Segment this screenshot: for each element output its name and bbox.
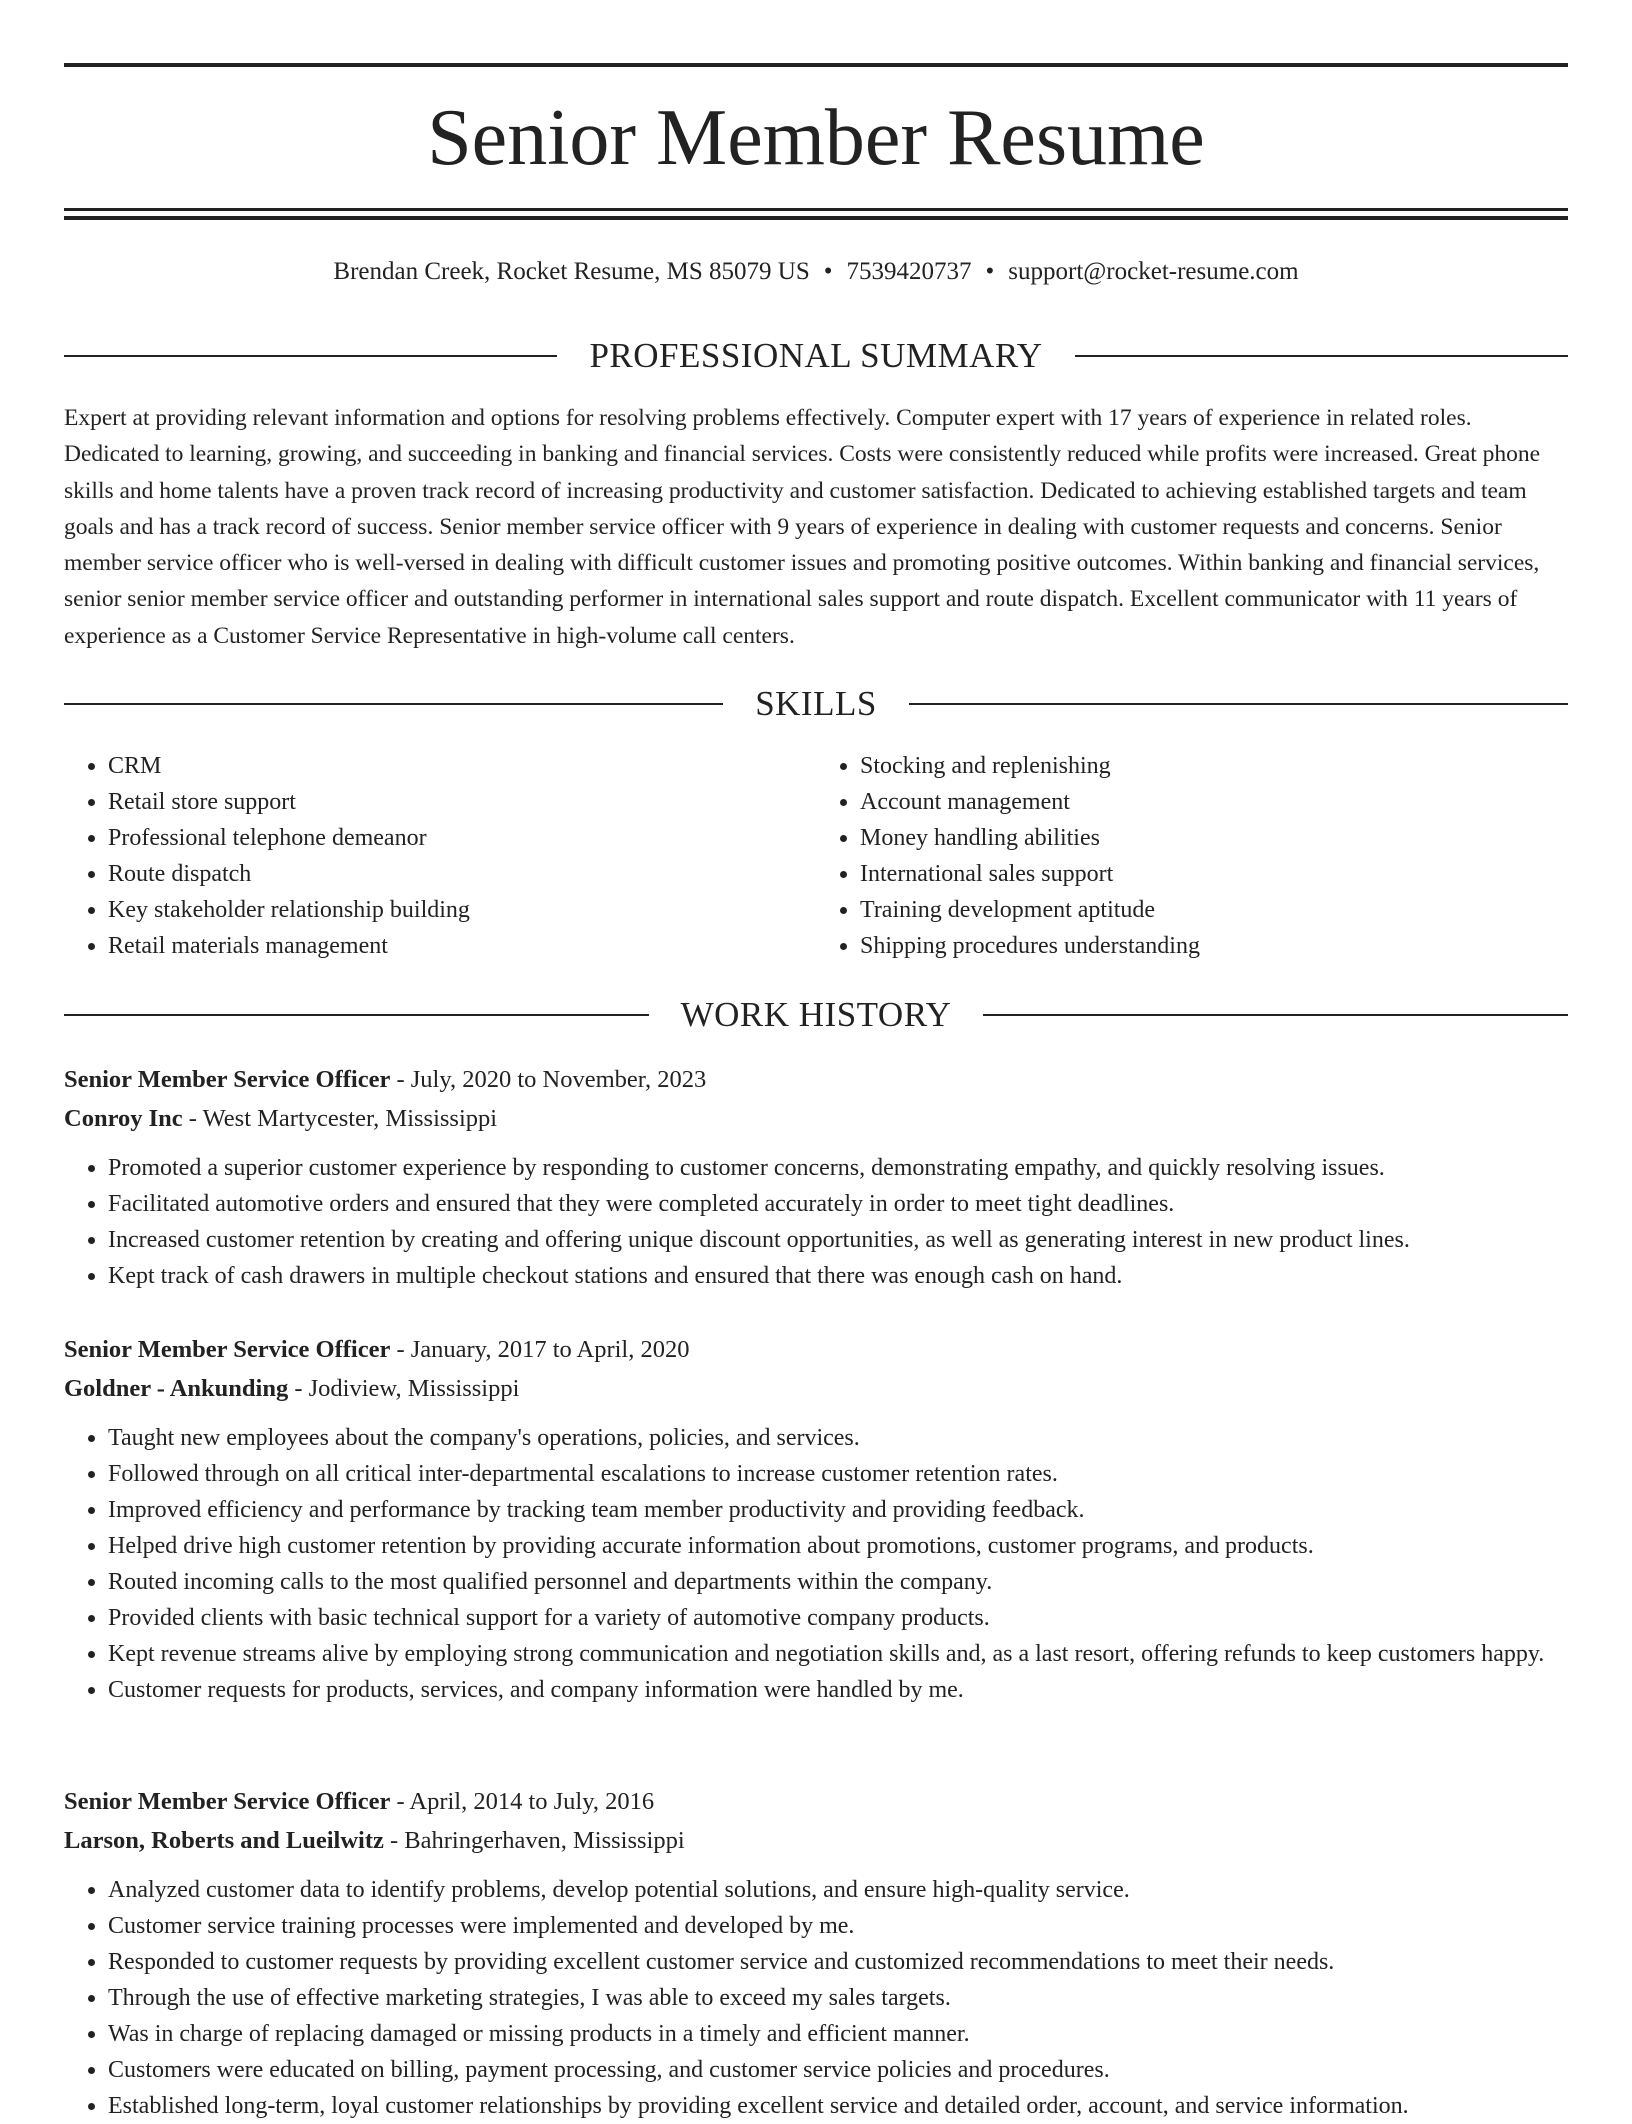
section-title: PROFESSIONAL SUMMARY xyxy=(589,336,1043,375)
job-bullet: • Responded to customer requests by providing excellent customer service and customized recommendations to meet their needs. xyxy=(108,1944,1568,1980)
job-bullet: • Routed incoming calls to the most qualified personnel and departments within the company. xyxy=(108,1564,1568,1600)
heading-rule-left xyxy=(64,355,557,357)
heading-rule-left xyxy=(64,703,723,705)
job-location: - Bahringerhaven, Mississippi xyxy=(383,1827,685,1854)
job-dates: - April, 2014 to July, 2016 xyxy=(390,1788,655,1815)
job-bullet: • Through the use of effective marketing strategies, I was able to exceed my sales targets. xyxy=(108,1980,1568,2016)
job-bullet: • Customer requests for products, services, and company information were handled by me. xyxy=(108,1672,1568,1708)
job-title: Senior Member Service Officer xyxy=(64,1066,391,1093)
job-entry xyxy=(64,1330,1568,1708)
job-company-line xyxy=(64,1821,1568,1860)
top-rule xyxy=(64,63,1568,67)
job-bullet: • Provided clients with basic technical support for a variety of automotive company products. xyxy=(108,1600,1568,1636)
job-bullet: • Established long-term, loyal customer relationships by providing excellent service and detailed order, account, and service information. xyxy=(108,2088,1568,2124)
section-title: WORK HISTORY xyxy=(680,995,952,1034)
job-company: Conroy Inc xyxy=(64,1105,183,1132)
section-heading-work-history xyxy=(64,993,1568,1037)
job-bullet: • Facilitated automotive orders and ensured that they were completed accurately in order to meet tight deadlines. xyxy=(108,1186,1568,1222)
contact-address: Brendan Creek, Rocket Resume, MS 85079 US xyxy=(333,258,810,285)
skill-item: • Key stakeholder relationship building xyxy=(108,892,816,928)
contact-phone: 7539420737 xyxy=(846,258,972,285)
job-bullet: • Followed through on all critical inter-departmental escalations to increase customer retention rates. xyxy=(108,1456,1568,1492)
job-bullet: • Kept revenue streams alive by employing strong communication and negotiation skills and, as a last resort, offering refunds to keep customers happy. xyxy=(108,1636,1568,1672)
skill-item: • Money handling abilities xyxy=(860,820,1568,856)
job-company-line xyxy=(64,1099,1568,1138)
resume-title: Senior Member Resume xyxy=(427,94,1205,182)
job-bullet: • Promoted a superior customer experience by responding to customer concerns, demonstrating empathy, and quickly resolving issues. xyxy=(108,1150,1568,1186)
job-bullet: • Helped drive high customer retention by providing accurate information about promotions, customer programs, and products. xyxy=(108,1528,1568,1564)
skill-item: • Stocking and replenishing xyxy=(860,748,1568,784)
section-title: SKILLS xyxy=(755,684,877,723)
job-company-line xyxy=(64,1369,1568,1408)
title-rule-lower xyxy=(64,216,1568,220)
job-location: - Jodiview, Mississippi xyxy=(288,1375,520,1402)
skill-item: • Professional telephone demeanor xyxy=(108,820,816,856)
skills-list xyxy=(64,748,1568,964)
job-role-line xyxy=(64,1782,1568,1821)
skill-item: • Account management xyxy=(860,784,1568,820)
job-entry xyxy=(64,1782,1568,2124)
skill-item: • Training development aptitude xyxy=(860,892,1568,928)
contact-line xyxy=(64,255,1568,289)
job-title: Senior Member Service Officer xyxy=(64,1336,391,1363)
job-location: - West Martycester, Mississippi xyxy=(182,1105,498,1132)
heading-rule-left xyxy=(64,1014,649,1016)
job-entry xyxy=(64,1060,1568,1294)
heading-rule-right xyxy=(983,1014,1568,1016)
contact-separator: • xyxy=(985,258,995,285)
job-dates: - January, 2017 to April, 2020 xyxy=(390,1336,690,1363)
job-bullet: • Taught new employees about the company's operations, policies, and services. xyxy=(108,1420,1568,1456)
job-bullet: • Improved efficiency and performance by tracking team member productivity and providing feedback. xyxy=(108,1492,1568,1528)
skill-item: • Retail materials management xyxy=(108,928,816,964)
skill-item: • Retail store support xyxy=(108,784,816,820)
job-bullet: • Customer service training processes were implemented and developed by me. xyxy=(108,1908,1568,1944)
job-role-line xyxy=(64,1060,1568,1099)
job-bullet: • Customers were educated on billing, payment processing, and customer service policies and procedures. xyxy=(108,2052,1568,2088)
job-bullet: • Analyzed customer data to identify problems, develop potential solutions, and ensure high-quality service. xyxy=(108,1872,1568,1908)
job-bullets xyxy=(64,1150,1568,1294)
job-bullet: • Was in charge of replacing damaged or missing products in a timely and efficient manner. xyxy=(108,2016,1568,2052)
job-title: Senior Member Service Officer xyxy=(64,1788,391,1815)
section-heading-summary xyxy=(64,334,1568,378)
skill-item: • Route dispatch xyxy=(108,856,816,892)
summary-text: Expert at providing relevant information and options for resolving problems effectively. Computer expert with 17 years of experience in related roles. Dedicated to learning, growing, and succeeding in banking and financial services. Costs were consistently reduced while profits were increased. Great phone skills and home talents have a proven track record of increasing productivity and customer satisfaction. Dedicated to achieving established targets and team goals and has a track record of success. Senior member service officer with 9 years of experience in dealing with customer requests and concerns. Senior member service officer who is well-versed in dealing with difficult customer issues and promoting positive outcomes. Within banking and financial services, senior senior member service officer and outstanding performer in international sales support and route dispatch. Excellent communicator with 11 years of experience as a Customer Service Representative in high-volume call centers. xyxy=(64,405,1541,649)
job-bullets xyxy=(64,1872,1568,2124)
title-rule-upper xyxy=(64,208,1568,211)
skills-column-left xyxy=(64,748,816,964)
job-role-line xyxy=(64,1330,1568,1369)
heading-rule-right xyxy=(909,703,1568,705)
skill-item: • Shipping procedures understanding xyxy=(860,928,1568,964)
job-bullets xyxy=(64,1420,1568,1708)
skill-item: • International sales support xyxy=(860,856,1568,892)
contact-email: support@rocket-resume.com xyxy=(1008,258,1299,285)
job-company: Goldner - Ankunding xyxy=(64,1375,289,1402)
heading-rule-right xyxy=(1075,355,1568,357)
job-dates: - July, 2020 to November, 2023 xyxy=(390,1066,707,1093)
job-company: Larson, Roberts and Lueilwitz xyxy=(64,1827,384,1854)
contact-separator: • xyxy=(823,258,833,285)
skill-item: • CRM xyxy=(108,748,816,784)
job-bullet: • Kept track of cash drawers in multiple checkout stations and ensured that there was enough cash on hand. xyxy=(108,1258,1568,1294)
skills-column-right xyxy=(816,748,1568,964)
job-bullet: • Increased customer retention by creating and offering unique discount opportunities, as well as generating interest in new product lines. xyxy=(108,1222,1568,1258)
section-heading-skills xyxy=(64,682,1568,726)
